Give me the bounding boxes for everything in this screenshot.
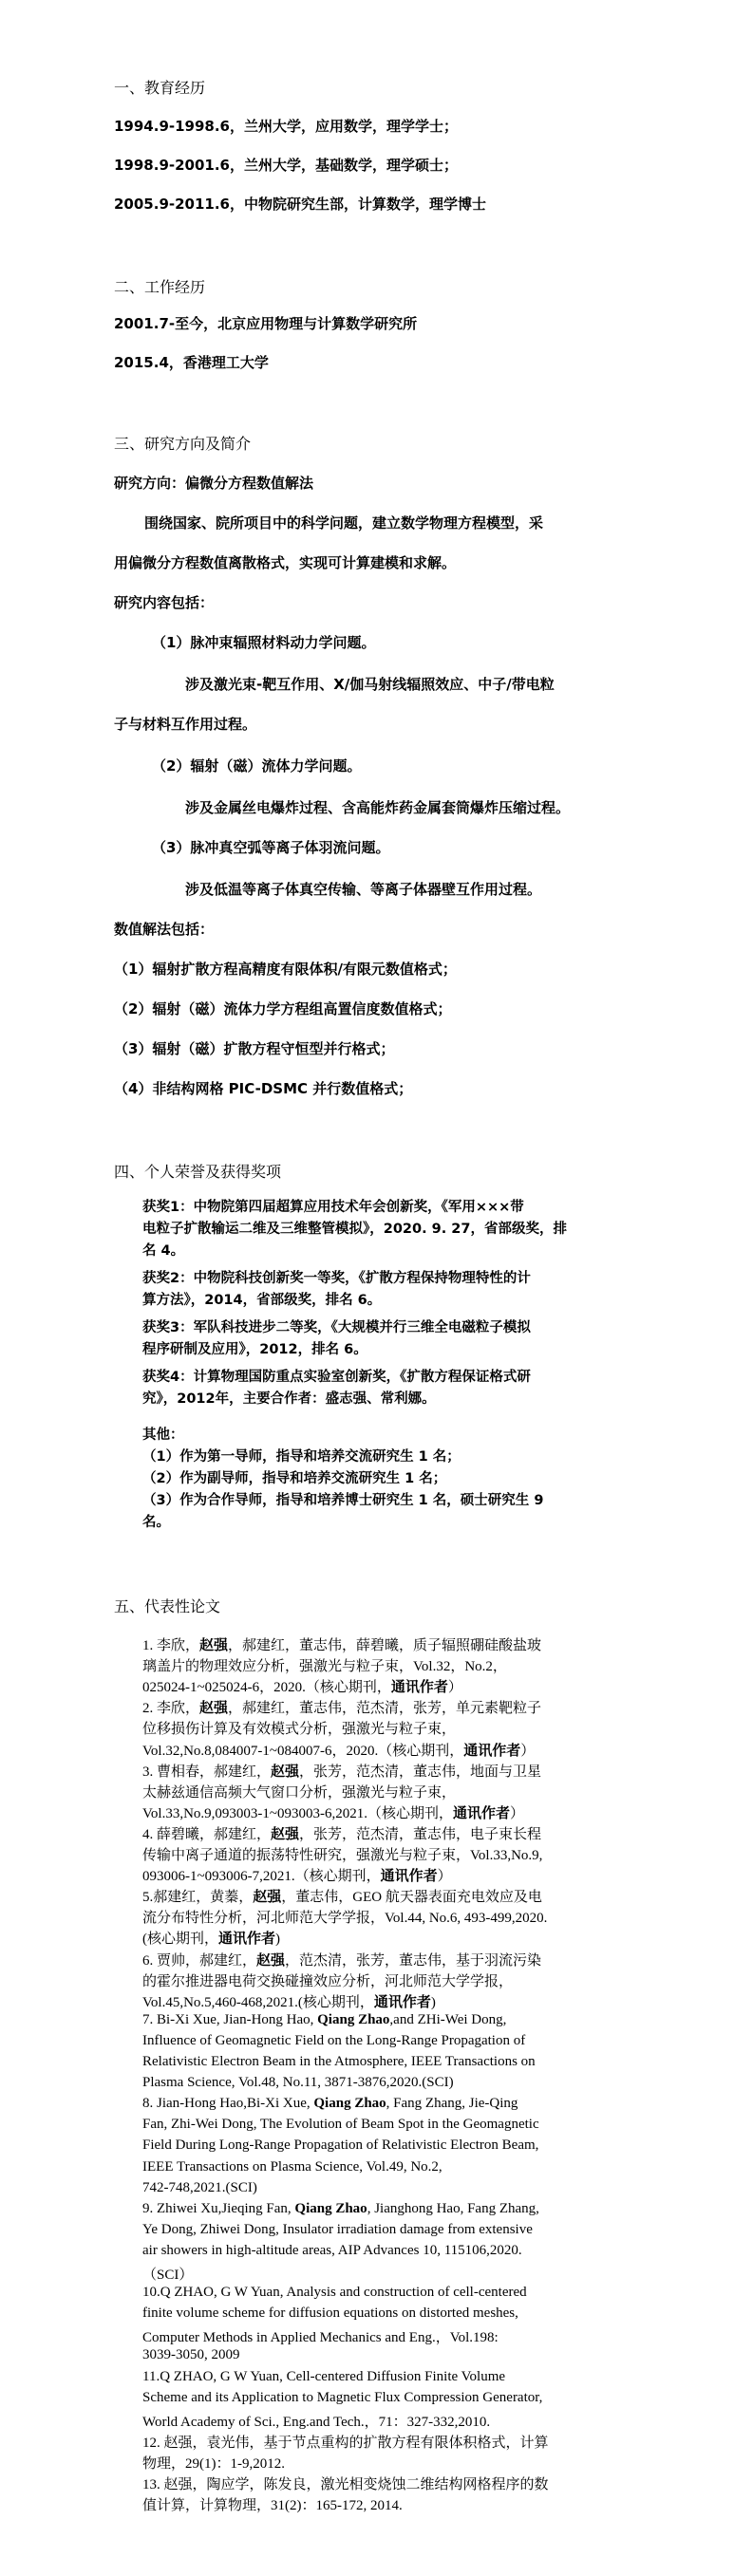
honors-other-item: （2）作为副导师，指导和培养交流研究生 1 名； bbox=[142, 1471, 447, 1486]
paper-line bbox=[142, 1844, 542, 1864]
paper-author-highlight: 通讯作者 bbox=[218, 1932, 276, 1948]
paper-text: 的霍尔推进器电荷交换碰撞效应分析，河北师范大学学报， bbox=[142, 1973, 514, 1989]
paper-line bbox=[142, 1655, 507, 1675]
paper-text: 742-748,2021.(SCI) bbox=[142, 2179, 257, 2195]
paper-line bbox=[142, 1823, 541, 1843]
paper-line bbox=[142, 2180, 257, 2196]
research-content-desc: 涉及低温等离子体真空传输、等离子体器壁互作用过程。 bbox=[185, 881, 542, 898]
paper-line bbox=[142, 2411, 490, 2431]
honors-other-item: （3）作为合作导师，指导和培养博士研究生 1 名，硕士研究生 9 bbox=[142, 1493, 544, 1508]
paper-line bbox=[142, 2012, 506, 2028]
research-method: （1）辐射扩散方程高精度有限体积/有限元数值格式； bbox=[114, 961, 457, 978]
paper-author-highlight: 通讯作者 bbox=[463, 1743, 521, 1759]
paper-author-highlight: 通讯作者 bbox=[373, 1994, 431, 2010]
paper-author-highlight: 赵强 bbox=[271, 1764, 300, 1780]
award-line: 获奖2：中物院科技创新奖一等奖，《扩散方程保持物理特性的计 bbox=[142, 1271, 531, 1286]
research-methods-label: 数值解法包括： bbox=[114, 921, 215, 938]
award-line: 获奖1：中物院第四届超算应用技术年会创新奖，《军用×××带 bbox=[142, 1200, 524, 1215]
research-content-desc: 涉及金属丝电爆炸过程、含高能炸药金属套筒爆炸压缩过程。 bbox=[185, 799, 571, 816]
award-line: 获奖4：计算物理国防重点实验室创新奖，《扩散方程保证格式研 bbox=[142, 1370, 531, 1385]
paper-author-highlight: 赵强 bbox=[199, 1638, 229, 1653]
paper-author-highlight: 赵强 bbox=[199, 1701, 229, 1717]
paper-line bbox=[142, 2369, 505, 2385]
paper-text: 9. Zhiwei Xu,Jieqing Fan, bbox=[142, 2200, 295, 2216]
paper-author-highlight: 赵强 bbox=[256, 1952, 286, 1969]
research-content-title: （3）脉冲真空弧等离子体羽流问题。 bbox=[152, 839, 390, 856]
paper-line bbox=[142, 1802, 524, 1822]
paper-text: ，张芳，范杰清，董志伟，地面与卫星 bbox=[299, 1764, 542, 1780]
paper-text: 5.郝建红，黄蓁， bbox=[142, 1890, 254, 1906]
research-method: （3）辐射（磁）扩散方程守恒型并行格式； bbox=[114, 1040, 395, 1057]
section-title-research: 三、研究方向及简介 bbox=[114, 435, 252, 453]
paper-text: ，张芳，范杰清，董志伟，电子束长程 bbox=[299, 1826, 542, 1842]
paper-line bbox=[142, 2264, 193, 2284]
paper-line bbox=[142, 2473, 549, 2493]
paper-text: IEEE Transactions on Plasma Science, Vol.49, No.2, bbox=[142, 2158, 442, 2175]
paper-line bbox=[142, 2494, 403, 2514]
paper-text: ） bbox=[510, 1805, 525, 1821]
research-content-desc: 子与材料互作用过程。 bbox=[114, 716, 257, 733]
paper-line bbox=[142, 2347, 240, 2363]
paper-line bbox=[142, 1718, 456, 1738]
paper-text: 太赫兹通信高频大气窗口分析，强激光与粒子束， bbox=[142, 1784, 457, 1801]
research-method: （4）非结构网格 PIC-DSMC 并行数值格式； bbox=[114, 1080, 413, 1097]
paper-line bbox=[142, 1782, 456, 1801]
paper-line bbox=[142, 1970, 513, 1990]
paper-text: Fan, Zhi-Wei Dong, The Evolution of Beam Spot in the Geomagnetic bbox=[142, 2117, 539, 2133]
paper-text: finite volume scheme for diffusion equations on distorted meshes, bbox=[142, 2305, 518, 2322]
paper-text: Vol.45,No.5,460-468,2021.(核心期刊， bbox=[142, 1994, 374, 2010]
education-item: 1994.9-1998.6，兰州大学，应用数学，理学学士； bbox=[114, 118, 458, 135]
paper-text: ，范杰清，张芳，董志伟，基于羽流污染 bbox=[285, 1952, 542, 1969]
paper-line bbox=[142, 1950, 541, 1969]
paper-line bbox=[142, 2075, 454, 2091]
paper-line bbox=[142, 2243, 522, 2259]
section-title-papers: 五、代表性论文 bbox=[114, 1597, 221, 1615]
paper-text: air showers in high-altitude areas, AIP Advances 10, 115106,2020. bbox=[142, 2242, 522, 2258]
paper-text: Vol.33,No.9,093003-1~093003-6,2021.（核心期刊， bbox=[142, 1805, 454, 1821]
section-title-work: 二、工作经历 bbox=[114, 278, 206, 296]
honors-other-item: 名。 bbox=[142, 1515, 170, 1530]
paper-line bbox=[142, 2432, 549, 2452]
research-content-label: 研究内容包括： bbox=[114, 594, 215, 611]
paper-line bbox=[142, 2096, 518, 2112]
paper-line bbox=[142, 2159, 442, 2175]
paper-text: 流分布特性分析，河北师范大学学报，Vol.44, No.6, 493-499,2020. bbox=[142, 1911, 548, 1927]
paper-author-highlight: Qiang Zhao bbox=[313, 2096, 386, 2112]
paper-text: 025024-1~025024-6，2020.（核心期刊， bbox=[142, 1680, 391, 1696]
paper-text: ，董志伟，GEO 航天器表面充电效应及电 bbox=[281, 1890, 542, 1906]
paper-author-highlight: 通讯作者 bbox=[380, 1869, 438, 1885]
paper-line bbox=[142, 2201, 539, 2217]
paper-line bbox=[142, 1761, 541, 1781]
paper-line bbox=[142, 2222, 533, 2238]
research-method: （2）辐射（磁）流体力学方程组高置信度数值格式； bbox=[114, 1000, 452, 1017]
education-item: 2005.9-2011.6，中物院研究生部，计算数学，理学博士 bbox=[114, 196, 486, 213]
work-item: 2001.7-至今，北京应用物理与计算数学研究所 bbox=[114, 315, 418, 332]
paper-text: (核心期刊， bbox=[142, 1932, 218, 1948]
research-content-desc: 涉及激光束-靶互作用、X/伽马射线辐照效应、中子/带电粒 bbox=[185, 676, 555, 693]
paper-text: ) bbox=[430, 1994, 436, 2010]
award-line: 电粒子扩散输运二维及三维整管模拟》，2020. 9. 27，省部级奖，排 bbox=[142, 1222, 567, 1237]
paper-author-highlight: 赵强 bbox=[271, 1826, 300, 1842]
paper-text: 8. Jian-Hong Hao,Bi-Xi Xue, bbox=[142, 2096, 314, 2112]
paper-line bbox=[142, 1991, 436, 2011]
paper-text: 2. 李欣， bbox=[142, 1701, 200, 1717]
paper-line bbox=[142, 2033, 525, 2049]
paper-text: 4. 薛碧曦，郝建红， bbox=[142, 1826, 272, 1842]
paper-text: Relativistic Electron Beam in the Atmosphere, IEEE Transactions on bbox=[142, 2054, 536, 2069]
paper-text: Influence of Geomagnetic Field on the Long-Range Propagation of bbox=[142, 2032, 526, 2048]
award-line: 程序研制及应用》，2012，排名 6。 bbox=[142, 1342, 367, 1357]
work-item: 2015.4，香港理工大学 bbox=[114, 354, 269, 371]
paper-text: ，郝建红，董志伟，范杰清，张芳，单元素靶粒子 bbox=[228, 1701, 542, 1717]
paper-text: ） bbox=[447, 1680, 462, 1696]
paper-line bbox=[142, 2453, 285, 2473]
paper-text: 3039-3050, 2009 bbox=[142, 2347, 240, 2363]
paper-text: , Jianghong Hao, Fang Zhang, bbox=[367, 2200, 539, 2216]
paper-text: 1. 李欣， bbox=[142, 1638, 200, 1653]
paper-line bbox=[142, 1697, 541, 1717]
paper-text: Scheme and its Application to Magnetic Flux Compression Generator, bbox=[142, 2389, 543, 2405]
paper-line bbox=[142, 1928, 280, 1948]
paper-text: 传输中离子通道的振荡特性研究，强激光与粒子束，Vol.33,No.9, bbox=[142, 1848, 543, 1863]
paper-text: 7. Bi-Xi Xue, Jian-Hong Hao, bbox=[142, 2011, 318, 2027]
paper-author-highlight: 通讯作者 bbox=[390, 1680, 448, 1696]
honors-other-item: （1）作为第一导师，指导和培养交流研究生 1 名； bbox=[142, 1449, 461, 1465]
award-line: 获奖3：军队科技进步二等奖，《大规模并行三维全电磁粒子模拟 bbox=[142, 1320, 531, 1335]
research-direction: 研究方向：偏微分方程数值解法 bbox=[114, 475, 314, 492]
paper-line bbox=[142, 1676, 462, 1696]
paper-line bbox=[142, 1634, 541, 1654]
paper-text: ,and ZHi-Wei Dong, bbox=[389, 2011, 507, 2027]
paper-line bbox=[142, 1907, 547, 1927]
research-content-title: （1）脉冲束辐照材料动力学问题。 bbox=[152, 634, 376, 651]
paper-text: Ye Dong, Zhiwei Dong, Insulator irradiation damage from extensive bbox=[142, 2221, 533, 2237]
paper-text: （SCI） bbox=[142, 2268, 194, 2283]
paper-line bbox=[142, 2305, 518, 2322]
paper-text: ) bbox=[275, 1932, 281, 1948]
paper-author-highlight: 通讯作者 bbox=[453, 1805, 511, 1821]
paper-line bbox=[142, 2285, 527, 2301]
paper-line bbox=[142, 2137, 538, 2154]
paper-text: 3. 曹相春，郝建红， bbox=[142, 1764, 272, 1780]
paper-text: World Academy of Sci., Eng.and Tech.，71：327-332,2010. bbox=[142, 2414, 491, 2430]
paper-text: ） bbox=[437, 1869, 452, 1885]
paper-text: 6. 贾帅，郝建红， bbox=[142, 1952, 257, 1969]
paper-author-highlight: 赵强 bbox=[253, 1890, 282, 1906]
paper-text: 12. 赵强，袁光伟，基于节点重构的扩散方程有限体积格式，计算 bbox=[142, 2435, 549, 2451]
paper-line bbox=[142, 1740, 535, 1760]
paper-line bbox=[142, 2326, 499, 2346]
paper-text: 璃盖片的物理效应分析，强激光与粒子束，Vol.32，No.2， bbox=[142, 1659, 507, 1675]
paper-text: 位移损伤计算及有效模式分析，强激光与粒子束， bbox=[142, 1722, 457, 1738]
research-intro-line: 围绕国家、院所项目中的科学问题，建立数学物理方程模型，采 bbox=[144, 514, 544, 532]
paper-line bbox=[142, 1886, 542, 1906]
paper-line bbox=[142, 2117, 539, 2133]
paper-text: 11.Q ZHAO, G W Yuan, Cell-centered Diffusion Finite Volume bbox=[142, 2368, 506, 2384]
paper-line bbox=[142, 1865, 452, 1885]
paper-author-highlight: Qiang Zhao bbox=[294, 2200, 367, 2216]
paper-line bbox=[142, 2390, 542, 2406]
paper-text: , Fang Zhang, Jie-Qing bbox=[386, 2096, 518, 2112]
paper-text: 093006-1~093006-7,2021.（核心期刊， bbox=[142, 1869, 381, 1885]
honors-other-label: 其他： bbox=[142, 1428, 184, 1443]
paper-text: ，郝建红，董志伟，薛碧曦，质子辐照硼硅酸盐玻 bbox=[228, 1638, 542, 1653]
award-line: 名 4。 bbox=[142, 1243, 185, 1259]
paper-text: Computer Methods in Applied Mechanics and Eng.，Vol.198: bbox=[142, 2330, 499, 2346]
paper-text: 10.Q ZHAO, G W Yuan, Analysis and construction of cell-centered bbox=[142, 2285, 527, 2301]
paper-author-highlight: Qiang Zhao bbox=[317, 2011, 390, 2027]
paper-text: Vol.32,No.8,084007-1~084007-6，2020.（核心期刊， bbox=[142, 1743, 464, 1759]
award-line: 算方法》，2014，省部级奖，排名 6。 bbox=[142, 1293, 382, 1308]
section-title-honors: 四、个人荣誉及获得奖项 bbox=[114, 1163, 282, 1181]
research-content-title: （2）辐射（磁）流体力学问题。 bbox=[152, 757, 362, 775]
paper-line bbox=[142, 2054, 536, 2070]
award-line: 究》，2012年，主要合作者：盛志强、常利娜。 bbox=[142, 1391, 436, 1407]
section-title-education: 一、教育经历 bbox=[114, 79, 206, 97]
education-item: 1998.9-2001.6，兰州大学，基础数学，理学硕士； bbox=[114, 157, 458, 174]
research-intro-line: 用偏微分方程数值离散格式，实现可计算建模和求解。 bbox=[114, 554, 457, 571]
paper-text: 物理，29(1)：1-9,2012. bbox=[142, 2455, 285, 2472]
paper-text: Field During Long-Range Propagation of Relativistic Electron Beam, bbox=[142, 2137, 539, 2154]
paper-text: Plasma Science, Vol.48, No.11, 3871-3876,2020.(SCI) bbox=[142, 2075, 454, 2091]
paper-text: 13. 赵强，陶应学，陈发良，激光相变烧蚀二维结构网格程序的数 bbox=[142, 2477, 549, 2492]
paper-text: 值计算，计算物理，31(2)：165-172, 2014. bbox=[142, 2498, 403, 2514]
paper-text: ） bbox=[520, 1743, 536, 1759]
